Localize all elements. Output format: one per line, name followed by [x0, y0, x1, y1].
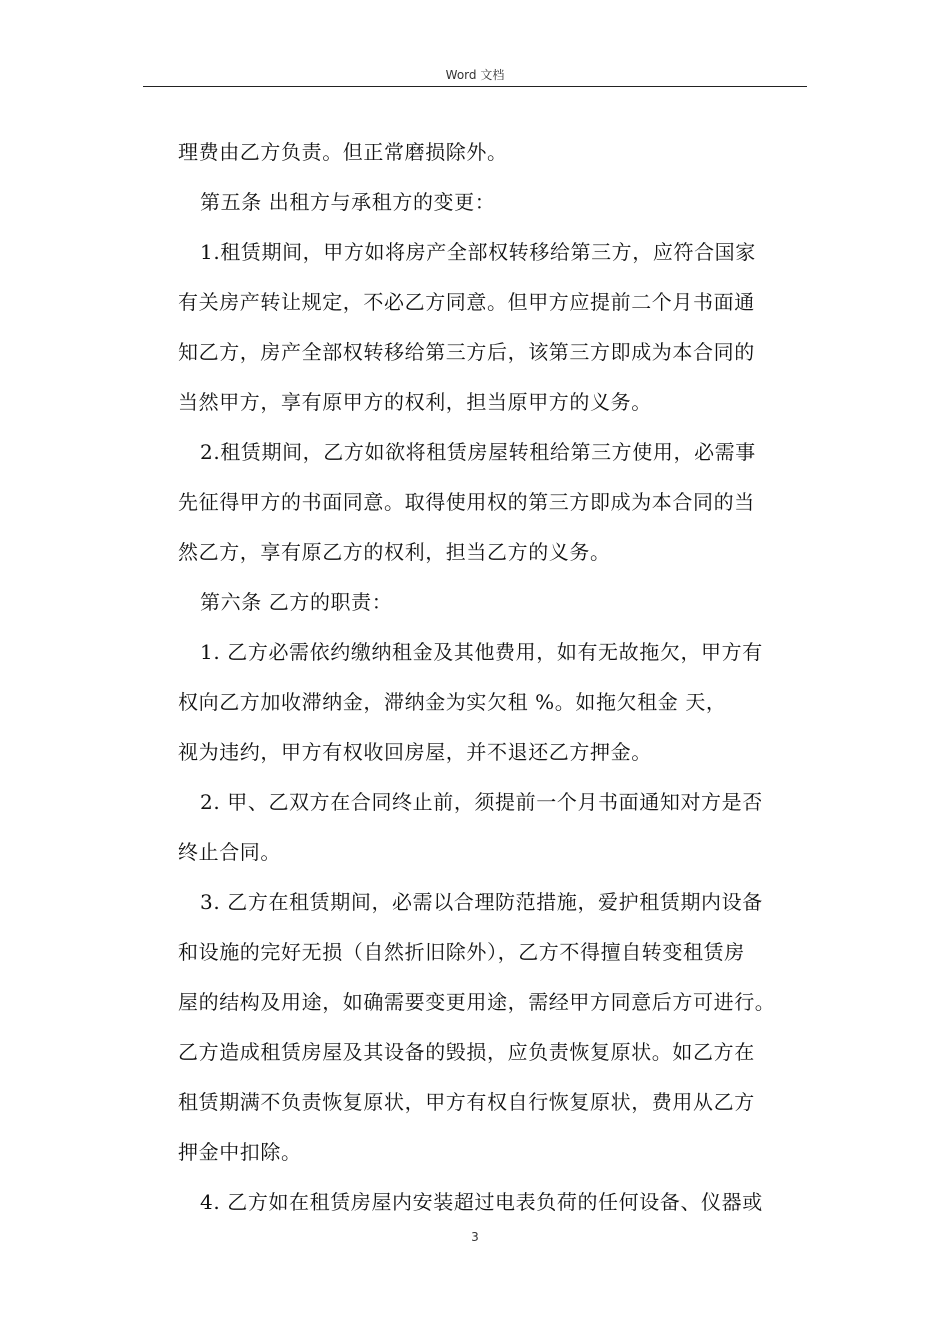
text-line: 视为违约，甲方有权收回房屋，并不退还乙方押金。 — [178, 740, 652, 764]
text-line: 乙方造成租赁房屋及其设备的毁损，应负责恢复原状。如乙方在 — [178, 1040, 755, 1064]
text-line: 4. 乙方如在租赁房屋内安装超过电表负荷的任何设备、仪器或 — [200, 1190, 763, 1214]
text-line: 有关房产转让规定，不必乙方同意。但甲方应提前二个月书面通 — [178, 290, 755, 314]
text-line: 先征得甲方的书面同意。取得使用权的第三方即成为本合同的当 — [178, 490, 755, 514]
text-line: 然乙方，享有原乙方的权利，担当乙方的义务。 — [178, 540, 611, 564]
page-header: Word 文档 — [445, 68, 505, 82]
page-number: 3 — [471, 1230, 479, 1244]
text-line: 租赁期满不负责恢复原状，甲方有权自行恢复原状，费用从乙方 — [178, 1090, 755, 1114]
text-line: 1. 乙方必需依约缴纳租金及其他费用，如有无故拖欠，甲方有 — [200, 640, 763, 664]
section-heading: 第五条 出租方与承租方的变更： — [200, 190, 496, 214]
text-line: 和设施的完好无损（自然折旧除外），乙方不得擅自转变租赁房 — [178, 940, 745, 964]
text-line: 1.租赁期间，甲方如将房产全部权转移给第三方，应符合国家 — [200, 240, 756, 264]
text-line: 知乙方，房产全部权转移给第三方后，该第三方即成为本合同的 — [178, 340, 755, 364]
text-line: 3. 乙方在租赁期间，必需以合理防范措施，爱护租赁期内设备 — [200, 890, 763, 914]
text-line: 权向乙方加收滞纳金，滞纳金为实欠租 %。如拖欠租金 天， — [178, 690, 727, 714]
text-line: 押金中扣除。 — [178, 1140, 302, 1164]
section-heading: 第六条 乙方的职责： — [200, 590, 393, 614]
text-line: 理费由乙方负责。但正常磨损除外。 — [178, 140, 508, 164]
text-line: 终止合同。 — [178, 840, 281, 864]
text-line: 当然甲方，享有原甲方的权利，担当原甲方的义务。 — [178, 390, 652, 414]
text-line: 2. 甲、乙双方在合同终止前，须提前一个月书面通知对方是否 — [200, 790, 763, 814]
header-rule — [143, 86, 807, 87]
text-line: 屋的结构及用途，如确需要变更用途，需经甲方同意后方可进行。 — [178, 990, 776, 1014]
text-line: 2.租赁期间，乙方如欲将租赁房屋转租给第三方使用，必需事 — [200, 440, 756, 464]
